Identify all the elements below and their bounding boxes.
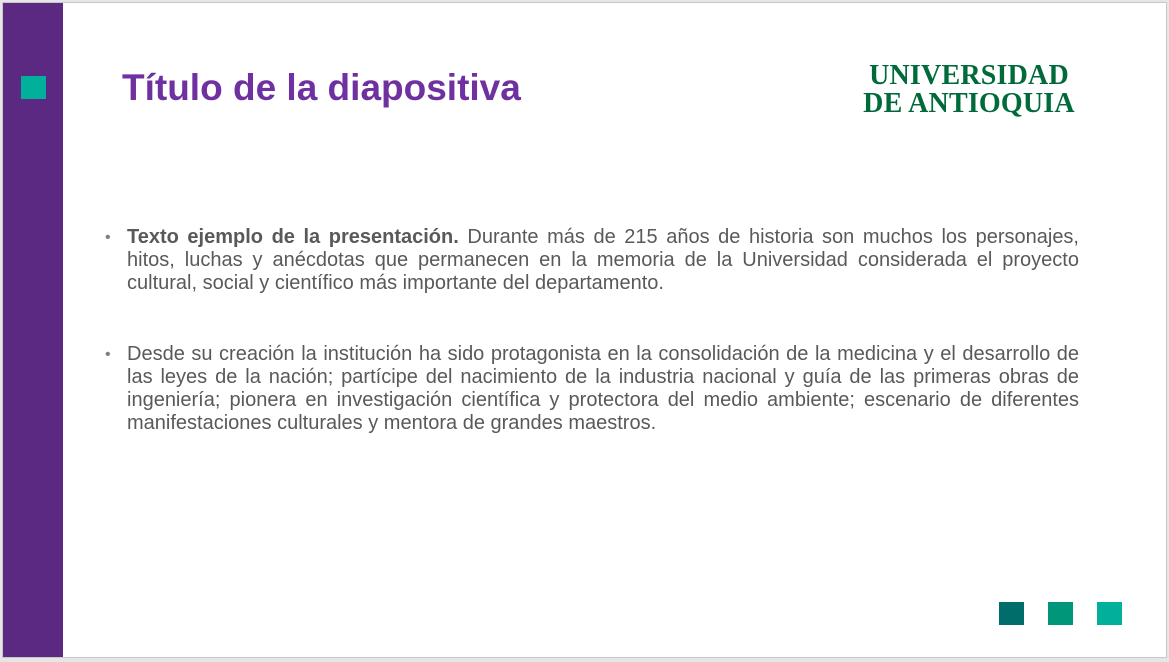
- slide-body[interactable]: [103, 226, 1079, 435]
- decorative-squares: [999, 602, 1122, 625]
- slide-title[interactable]: Título de la diapositiva: [122, 67, 521, 108]
- bullet-item: [103, 226, 1079, 295]
- square-dark: [999, 602, 1024, 625]
- logo-line-1: UNIVERSIDAD: [869, 60, 1069, 91]
- bullet-item: [103, 343, 1079, 435]
- slide: [2, 2, 1167, 658]
- square-light: [1097, 602, 1122, 625]
- logo-line-2: DE ANTIOQUIA: [863, 88, 1075, 119]
- bullet-text: Durante más de 215 años de historia son muchos los personajes, hitos, luchas y anécdotas que permanecen en la memoria de la Universidad considerada el proyecto cultural, social y científico más importante del departamento.: [127, 226, 1079, 294]
- university-logo: [853, 62, 1085, 118]
- square-mid: [1048, 602, 1073, 625]
- bullet-dot-icon: •: [105, 229, 111, 246]
- sidebar-accent-square: [21, 76, 46, 99]
- bullet-text: Desde su creación la institución ha sido protagonista en la consolidación de la medicina y el desarrollo de las leyes de la nación; partícipe del nacimiento de la industria nacional y guía de las primeras obras de ingeniería; pionera en investigación científica y protectora del medio ambiente; escenario de diferentes manifestaciones culturales y mentora de grandes maestros.: [127, 343, 1079, 434]
- bullet-bold-text: Texto ejemplo de la presentación.: [127, 226, 459, 248]
- sidebar-band: [3, 3, 63, 657]
- bullet-dot-icon: •: [105, 346, 111, 363]
